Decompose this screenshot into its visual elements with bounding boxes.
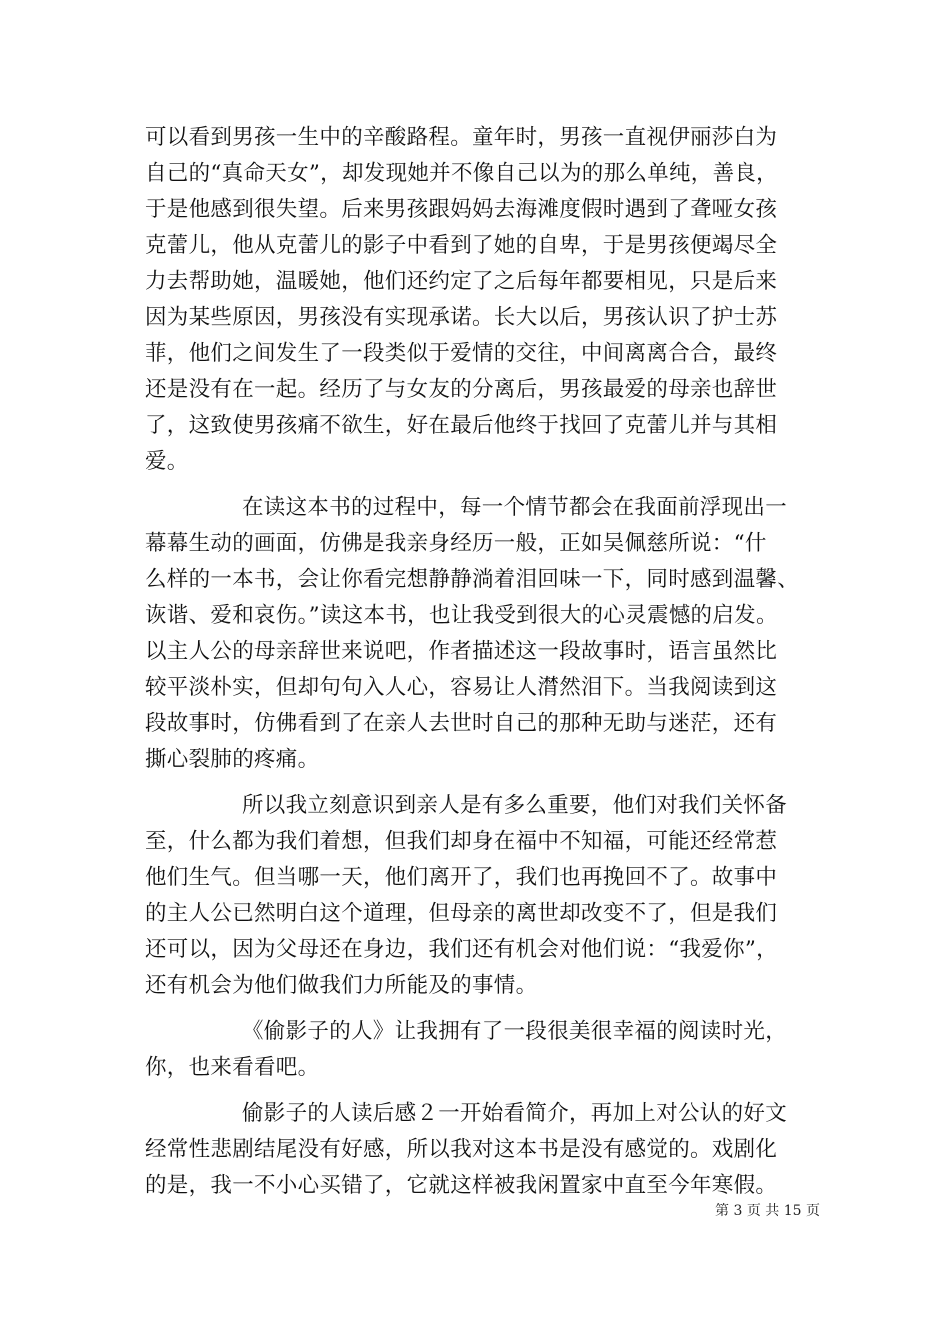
paragraph-1-line-4: 克蕾儿，他从克蕾儿的影子中看到了她的自卑，于是男孩便竭尽全 [145, 233, 778, 258]
paragraph-3-line-1: 所以我立刻意识到亲人是有多么重要，他们对我们关怀备 [242, 793, 788, 818]
paragraph-3-line-6: 还有机会为他们做我们力所能及的事情。 [145, 973, 538, 998]
paragraph-2-line-4: 诙谐、爱和哀伤。”读这本书，也让我受到很大的心灵震憾的启发。 [145, 603, 778, 628]
paragraph-2-line-3: 么样的一本书，会让你看完想静静淌着泪回味一下，同时感到温馨、 [145, 567, 800, 592]
paragraph-2-line-7: 段故事时，仿佛看到了在亲人去世时自己的那种无助与迷茫，还有 [145, 711, 778, 736]
paragraph-5-line-3: 的是，我一不小心买错了，它就这样被我闲置家中直至今年寒假。 [145, 1173, 778, 1198]
paragraph-1-line-2: 自己的“真命天女”，却发现她并不像自己以为的那么单纯，善良， [145, 161, 778, 186]
paragraph-2-line-2: 幕幕生动的画面，仿佛是我亲身经历一般，正如吴佩慈所说：“什 [145, 531, 767, 556]
paragraph-3-line-5: 还可以，因为父母还在身边，我们还有机会对他们说：“我爱你”， [145, 937, 778, 962]
paragraph-3-line-2: 至，什么都为我们着想，但我们却身在福中不知福，可能还经常惹 [145, 829, 778, 854]
paragraph-2-line-1: 在读这本书的过程中，每一个情节都会在我面前浮现出一 [242, 495, 788, 520]
paragraph-5-line-1: 偷影子的人读后感２一开始看简介，再加上对公认的好文 [242, 1101, 788, 1126]
paragraph-1-line-10: 爱。 [145, 449, 189, 474]
paragraph-1-line-3: 于是他感到很失望。后来男孩跟妈妈去海滩度假时遇到了聋哑女孩 [145, 197, 778, 222]
paragraph-1-line-9: 了，这致使男孩痛不欲生，好在最后他终于找回了克蕾儿并与其相 [145, 413, 778, 438]
paragraph-1-line-6: 因为某些原因，男孩没有实现承诺。长大以后，男孩认识了护士苏 [145, 305, 778, 330]
paragraph-2-line-8: 撕心裂肺的疼痛。 [145, 747, 320, 772]
paragraph-1-line-1: 可以看到男孩一生中的辛酸路程。童年时，男孩一直视伊丽莎白为 [145, 125, 778, 150]
paragraph-3-line-4: 的主人公已然明白这个道理，但母亲的离世却改变不了，但是我们 [145, 901, 778, 926]
paragraph-2-line-6: 较平淡朴实，但却句句入人心，容易让人潸然泪下。当我阅读到这 [145, 675, 778, 700]
paragraph-1-line-5: 力去帮助她，温暖她，他们还约定了之后每年都要相见，只是后来 [145, 269, 778, 294]
body-text [145, 120, 815, 1204]
paragraph-1-line-8: 还是没有在一起。经历了与女友的分离后，男孩最爱的母亲也辞世 [145, 377, 778, 402]
page-number-footer: 第 3 页 共 15 页 [715, 1203, 820, 1219]
paragraph-1-line-7: 菲，他们之间发生了一段类似于爱情的交往，中间离离合合，最终 [145, 341, 778, 366]
paragraph-4-line-2: 你，也来看看吧。 [145, 1055, 320, 1080]
paragraph-5-line-2: 经常性悲剧结尾没有好感，所以我对这本书是没有感觉的。戏剧化 [145, 1137, 778, 1162]
paragraph-3-line-3: 他们生气。但当哪一天，他们离开了，我们也再挽回不了。故事中 [145, 865, 778, 890]
paragraph-2-line-5: 以主人公的母亲辞世来说吧，作者描述这一段故事时，语言虽然比 [145, 639, 778, 664]
paragraph-4-line-1: 《偷影子的人》让我拥有了一段很美很幸福的阅读时光， [242, 1019, 788, 1044]
